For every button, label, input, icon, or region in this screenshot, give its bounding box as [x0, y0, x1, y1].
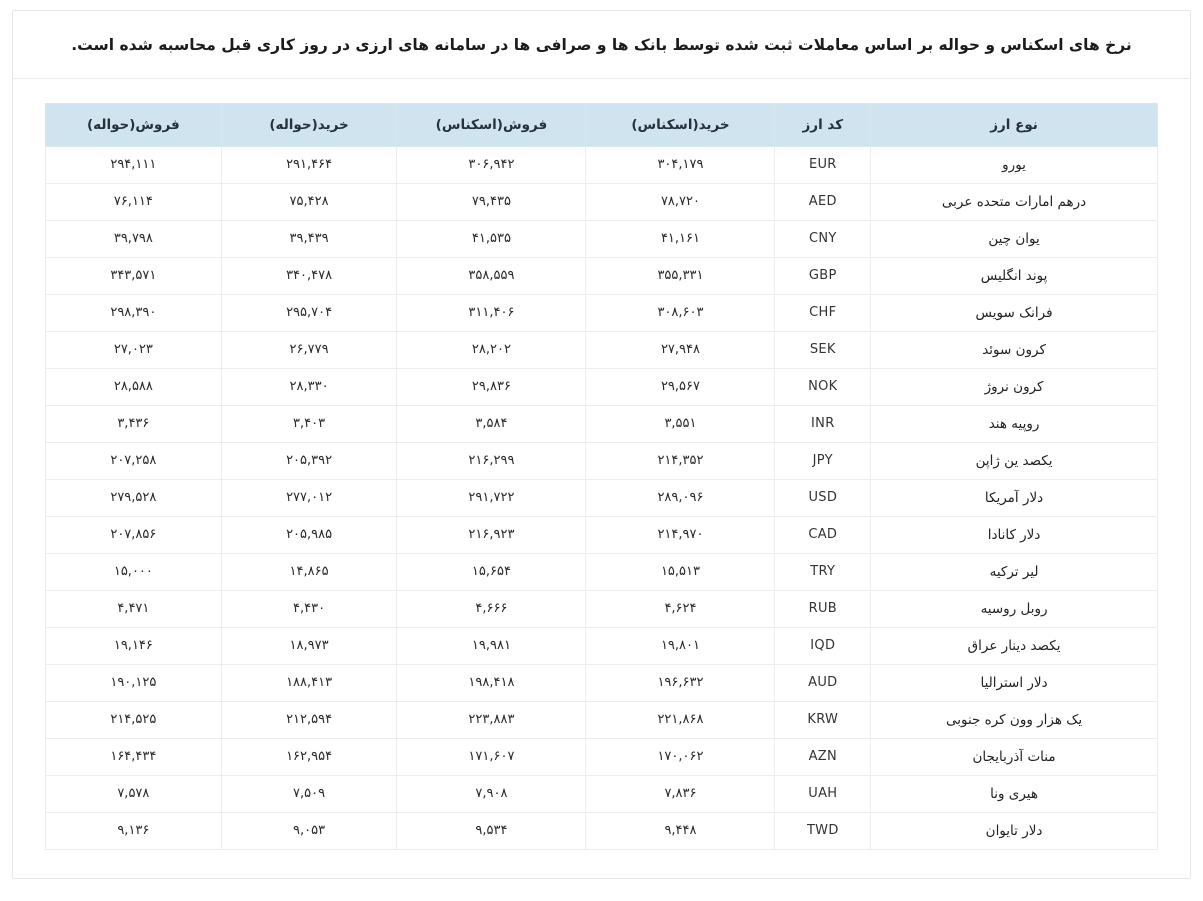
buy-transfer-cell: ۲۹۵,۷۰۴	[221, 294, 397, 331]
sell-transfer-cell: ۲۰۷,۲۵۸	[46, 442, 222, 479]
currency-name-cell: کرون نروژ	[871, 368, 1158, 405]
buy-cash-cell: ۴,۶۲۴	[586, 590, 775, 627]
buy-transfer-cell: ۷,۵۰۹	[221, 775, 397, 812]
sell-transfer-cell: ۳۴۳,۵۷۱	[46, 257, 222, 294]
sell-transfer-cell: ۹,۱۳۶	[46, 812, 222, 849]
sell-transfer-cell: ۲۹۴,۱۱۱	[46, 146, 222, 183]
table-row	[46, 220, 1158, 257]
currency-code-cell: CNY	[775, 220, 871, 257]
column-header-sell-cash: فروش(اسکناس)	[397, 103, 586, 146]
buy-transfer-cell: ۲۰۵,۹۸۵	[221, 516, 397, 553]
sell-cash-cell: ۳۱۱,۴۰۶	[397, 294, 586, 331]
sell-transfer-cell: ۲۱۴,۵۲۵	[46, 701, 222, 738]
sell-cash-cell: ۱۹,۹۸۱	[397, 627, 586, 664]
table-row	[46, 812, 1158, 849]
currency-code-cell: AUD	[775, 664, 871, 701]
sell-cash-cell: ۱۵,۶۵۴	[397, 553, 586, 590]
buy-transfer-cell: ۳,۴۰۳	[221, 405, 397, 442]
currency-name-cell: پوند انگلیس	[871, 257, 1158, 294]
table-row	[46, 553, 1158, 590]
column-header-buy-transfer: خرید(حواله)	[221, 103, 397, 146]
sell-transfer-cell: ۳۹,۷۹۸	[46, 220, 222, 257]
table-row	[46, 405, 1158, 442]
table-row	[46, 775, 1158, 812]
buy-transfer-cell: ۳۴۰,۴۷۸	[221, 257, 397, 294]
currency-code-cell: TWD	[775, 812, 871, 849]
currency-name-cell: هیری ونا	[871, 775, 1158, 812]
card-header	[13, 11, 1190, 79]
table-row	[46, 257, 1158, 294]
buy-transfer-cell: ۲۷۷,۰۱۲	[221, 479, 397, 516]
currency-code-cell: CAD	[775, 516, 871, 553]
sell-transfer-cell: ۴,۴۷۱	[46, 590, 222, 627]
sell-transfer-cell: ۲۰۷,۸۵۶	[46, 516, 222, 553]
currency-name-cell: یکصد ین ژاپن	[871, 442, 1158, 479]
currency-name-cell: یک هزار وون کره جنوبی	[871, 701, 1158, 738]
table-row	[46, 294, 1158, 331]
sell-cash-cell: ۲۲۳,۸۸۳	[397, 701, 586, 738]
table-row	[46, 701, 1158, 738]
sell-cash-cell: ۴۱,۵۳۵	[397, 220, 586, 257]
buy-cash-cell: ۲۷,۹۴۸	[586, 331, 775, 368]
sell-transfer-cell: ۲۹۸,۳۹۰	[46, 294, 222, 331]
sell-transfer-cell: ۷,۵۷۸	[46, 775, 222, 812]
table-row	[46, 516, 1158, 553]
currency-code-cell: JPY	[775, 442, 871, 479]
buy-cash-cell: ۲۱۴,۳۵۲	[586, 442, 775, 479]
table-header-row	[46, 103, 1158, 146]
sell-cash-cell: ۲۸,۲۰۲	[397, 331, 586, 368]
currency-code-cell: AED	[775, 183, 871, 220]
table-row	[46, 627, 1158, 664]
table-row	[46, 442, 1158, 479]
currency-code-cell: NOK	[775, 368, 871, 405]
currency-code-cell: TRY	[775, 553, 871, 590]
buy-transfer-cell: ۴,۴۳۰	[221, 590, 397, 627]
buy-cash-cell: ۳۰۴,۱۷۹	[586, 146, 775, 183]
buy-cash-cell: ۷,۸۳۶	[586, 775, 775, 812]
buy-cash-cell: ۹,۴۴۸	[586, 812, 775, 849]
sell-cash-cell: ۳۰۶,۹۴۲	[397, 146, 586, 183]
buy-cash-cell: ۷۸,۷۲۰	[586, 183, 775, 220]
sell-cash-cell: ۷۹,۴۳۵	[397, 183, 586, 220]
currency-code-cell: CHF	[775, 294, 871, 331]
currency-code-cell: INR	[775, 405, 871, 442]
buy-transfer-cell: ۱۶۲,۹۵۴	[221, 738, 397, 775]
sell-transfer-cell: ۱۵,۰۰۰	[46, 553, 222, 590]
currency-name-cell: کرون سوئد	[871, 331, 1158, 368]
table-row	[46, 590, 1158, 627]
currency-code-cell: RUB	[775, 590, 871, 627]
currency-name-cell: روبل روسیه	[871, 590, 1158, 627]
table-container	[13, 79, 1190, 878]
buy-cash-cell: ۳,۵۵۱	[586, 405, 775, 442]
table-body	[46, 146, 1158, 849]
sell-cash-cell: ۳,۵۸۴	[397, 405, 586, 442]
currency-name-cell: دلار کانادا	[871, 516, 1158, 553]
rates-card	[12, 10, 1191, 879]
buy-transfer-cell: ۲۸,۳۳۰	[221, 368, 397, 405]
sell-cash-cell: ۱۹۸,۴۱۸	[397, 664, 586, 701]
sell-cash-cell: ۴,۶۶۶	[397, 590, 586, 627]
table-row	[46, 664, 1158, 701]
column-header-sell-transfer: فروش(حواله)	[46, 103, 222, 146]
sell-cash-cell: ۲۱۶,۹۲۳	[397, 516, 586, 553]
buy-transfer-cell: ۹,۰۵۳	[221, 812, 397, 849]
sell-cash-cell: ۲۹,۸۳۶	[397, 368, 586, 405]
currency-code-cell: SEK	[775, 331, 871, 368]
page-title: نرخ های اسکناس و حواله بر اساس معاملات ثبت شده توسط بانک ها و صرافی ها در سامانه های ارزی در روز کاری قبل محاسبه شده است.	[71, 36, 1132, 54]
currency-code-cell: USD	[775, 479, 871, 516]
currency-code-cell: EUR	[775, 146, 871, 183]
currency-name-cell: فرانک سویس	[871, 294, 1158, 331]
currency-code-cell: GBP	[775, 257, 871, 294]
buy-transfer-cell: ۳۹,۴۳۹	[221, 220, 397, 257]
table-row	[46, 738, 1158, 775]
sell-cash-cell: ۱۷۱,۶۰۷	[397, 738, 586, 775]
currency-name-cell: روپیه هند	[871, 405, 1158, 442]
buy-transfer-cell: ۲۰۵,۳۹۲	[221, 442, 397, 479]
buy-cash-cell: ۱۷۰,۰۶۲	[586, 738, 775, 775]
buy-cash-cell: ۲۹,۵۶۷	[586, 368, 775, 405]
currency-name-cell: دلار آمریکا	[871, 479, 1158, 516]
sell-cash-cell: ۲۱۶,۲۹۹	[397, 442, 586, 479]
buy-cash-cell: ۲۸۹,۰۹۶	[586, 479, 775, 516]
currency-name-cell: یوان چین	[871, 220, 1158, 257]
sell-transfer-cell: ۲۸,۵۸۸	[46, 368, 222, 405]
sell-transfer-cell: ۱۹,۱۴۶	[46, 627, 222, 664]
currency-name-cell: یکصد دینار عراق	[871, 627, 1158, 664]
sell-cash-cell: ۹,۵۳۴	[397, 812, 586, 849]
currency-code-cell: IQD	[775, 627, 871, 664]
buy-cash-cell: ۲۲۱,۸۶۸	[586, 701, 775, 738]
buy-cash-cell: ۱۹۶,۶۳۲	[586, 664, 775, 701]
buy-cash-cell: ۴۱,۱۶۱	[586, 220, 775, 257]
table-row	[46, 183, 1158, 220]
table-row	[46, 146, 1158, 183]
buy-transfer-cell: ۲۶,۷۷۹	[221, 331, 397, 368]
table-row	[46, 331, 1158, 368]
buy-cash-cell: ۳۰۸,۶۰۳	[586, 294, 775, 331]
sell-cash-cell: ۲۹۱,۷۲۲	[397, 479, 586, 516]
sell-cash-cell: ۷,۹۰۸	[397, 775, 586, 812]
currency-name-cell: دلار تایوان	[871, 812, 1158, 849]
sell-transfer-cell: ۲۷۹,۵۲۸	[46, 479, 222, 516]
buy-cash-cell: ۱۵,۵۱۳	[586, 553, 775, 590]
currency-code-cell: KRW	[775, 701, 871, 738]
buy-transfer-cell: ۱۸۸,۴۱۳	[221, 664, 397, 701]
buy-transfer-cell: ۱۴,۸۶۵	[221, 553, 397, 590]
buy-cash-cell: ۳۵۵,۳۳۱	[586, 257, 775, 294]
currency-name-cell: منات آذربایجان	[871, 738, 1158, 775]
table-row	[46, 368, 1158, 405]
sell-transfer-cell: ۱۹۰,۱۲۵	[46, 664, 222, 701]
sell-transfer-cell: ۳,۴۳۶	[46, 405, 222, 442]
sell-cash-cell: ۳۵۸,۵۵۹	[397, 257, 586, 294]
buy-cash-cell: ۱۹,۸۰۱	[586, 627, 775, 664]
table-row	[46, 479, 1158, 516]
exchange-rates-table	[45, 103, 1158, 850]
column-header-buy-cash: خرید(اسکناس)	[586, 103, 775, 146]
buy-transfer-cell: ۱۸,۹۷۳	[221, 627, 397, 664]
currency-name-cell: درهم امارات متحده عربی	[871, 183, 1158, 220]
column-header-currency-name: نوع ارز	[871, 103, 1158, 146]
buy-transfer-cell: ۷۵,۴۲۸	[221, 183, 397, 220]
currency-name-cell: یورو	[871, 146, 1158, 183]
sell-transfer-cell: ۷۶,۱۱۴	[46, 183, 222, 220]
sell-transfer-cell: ۲۷,۰۲۳	[46, 331, 222, 368]
currency-name-cell: لیر ترکیه	[871, 553, 1158, 590]
buy-transfer-cell: ۲۹۱,۴۶۴	[221, 146, 397, 183]
column-header-currency-code: کد ارز	[775, 103, 871, 146]
currency-name-cell: دلار استرالیا	[871, 664, 1158, 701]
currency-code-cell: UAH	[775, 775, 871, 812]
currency-code-cell: AZN	[775, 738, 871, 775]
buy-transfer-cell: ۲۱۲,۵۹۴	[221, 701, 397, 738]
buy-cash-cell: ۲۱۴,۹۷۰	[586, 516, 775, 553]
sell-transfer-cell: ۱۶۴,۴۳۴	[46, 738, 222, 775]
